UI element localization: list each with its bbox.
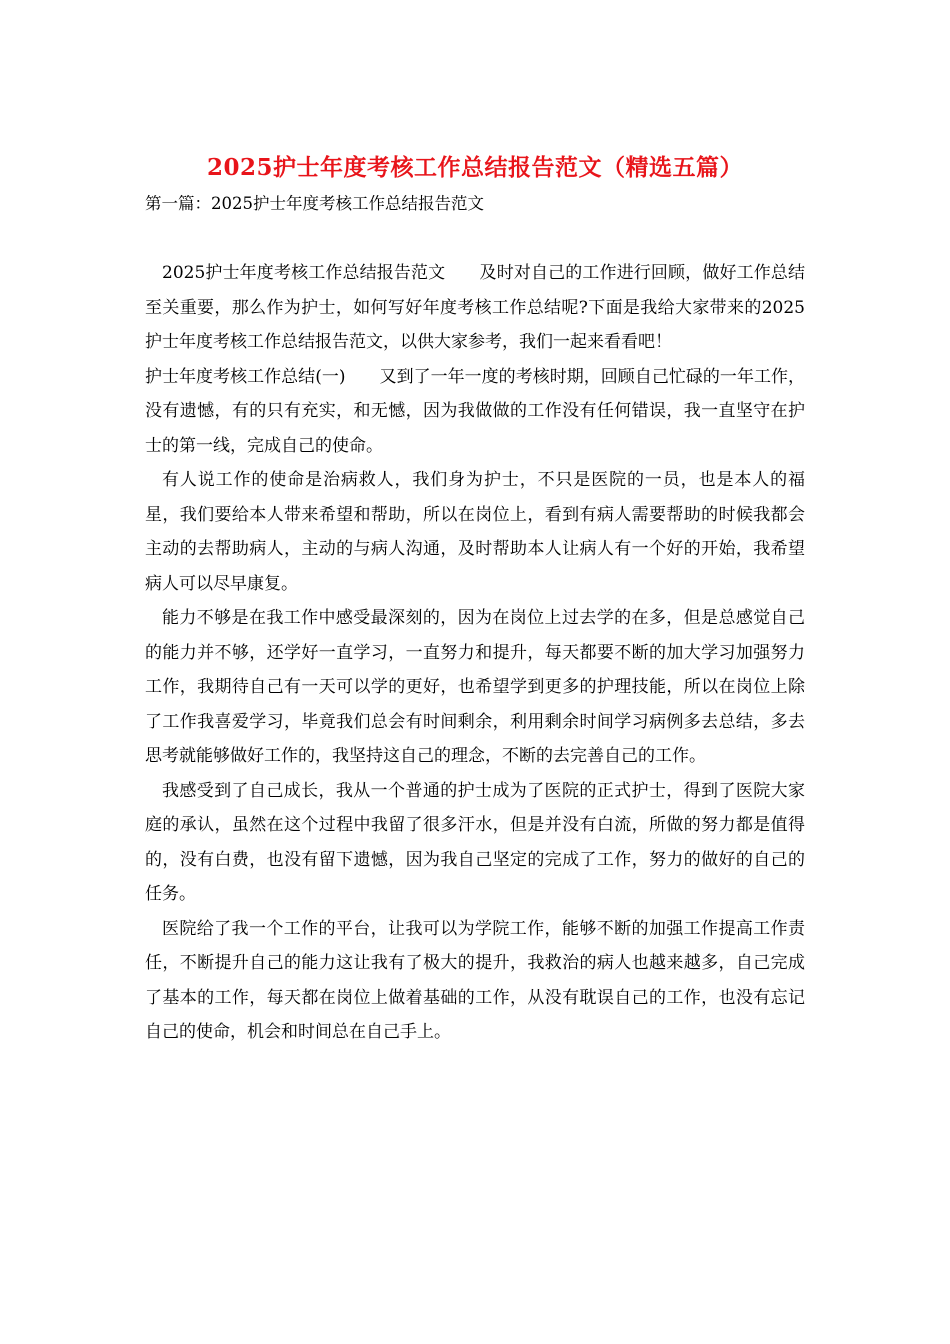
paragraph-summary-one: 护士年度考核工作总结(一) 又到了一年一度的考核时期，回顾自己忙碌的一年工作，没有遗憾，有的只有充实，和无憾，因为我做做的工作没有任何错误，我一直坚守在护士的第一线，完成自己的使命。 xyxy=(145,366,805,456)
paragraph-platform: 医院给了我一个工作的平台，让我可以为学院工作，能够不断的加强工作提高工作责任，不断提升自己的能力这让我有了极大的提升，我救治的病人也越来越多，自己完成了基本的工作，每天都在岗位上做着基础的工作，从没有耽误自己的工作，也没有忘记自己的使命，机会和时间总在自己手上。 xyxy=(145,918,805,1042)
document-page xyxy=(145,148,805,1050)
document-title: 2025护士年度考核工作总结报告范文（精选五篇） xyxy=(206,154,743,181)
paragraph-ability: 能力不够是在我工作中感受最深刻的，因为在岗位上过去学的在多，但是总感觉自己的能力并不够，还学好一直学习，一直努力和提升，每天都要不断的加大学习加强努力工作，我期待自己有一天可以学的更好，也希望学到更多的护理技能，所以在岗位上除了工作我喜爱学习，毕竟我们总会有时间剩余，利用剩余时间学习病例多去总结，多去思考就能够做好工作的，我坚持这自己的理念，不断的去完善自己的工作。 xyxy=(145,608,805,766)
paragraph-mission: 有人说工作的使命是治病救人，我们身为护士，不只是医院的一员，也是本人的福星，我们要给本人带来希望和帮助，所以在岗位上，看到有病人需要帮助的时候我都会主动的去帮助病人，主动的与病人沟通，及时帮助本人让病人有一个好的开始，我希望病人可以尽早康复。 xyxy=(145,470,805,594)
section-heading: 第一篇：2025护士年度考核工作总结报告范文 xyxy=(145,194,484,213)
paragraph-intro: 2025护士年度考核工作总结报告范文 及时对自己的工作进行回顾，做好工作总结至关重要，那么作为护士，如何写好年度考核工作总结呢?下面是我给大家带来的2025护士年度考核工作总结报告范文，以供大家参考，我们一起来看看吧！ xyxy=(145,263,805,352)
paragraph-growth: 我感受到了自己成长，我从一个普通的护士成为了医院的正式护士，得到了医院大家庭的承认，虽然在这个过程中我留了很多汗水，但是并没有白流，所做的努力都是值得的，没有白费，也没有留下遗憾，因为我自己坚定的完成了工作，努力的做好的自己的任务。 xyxy=(145,780,805,904)
